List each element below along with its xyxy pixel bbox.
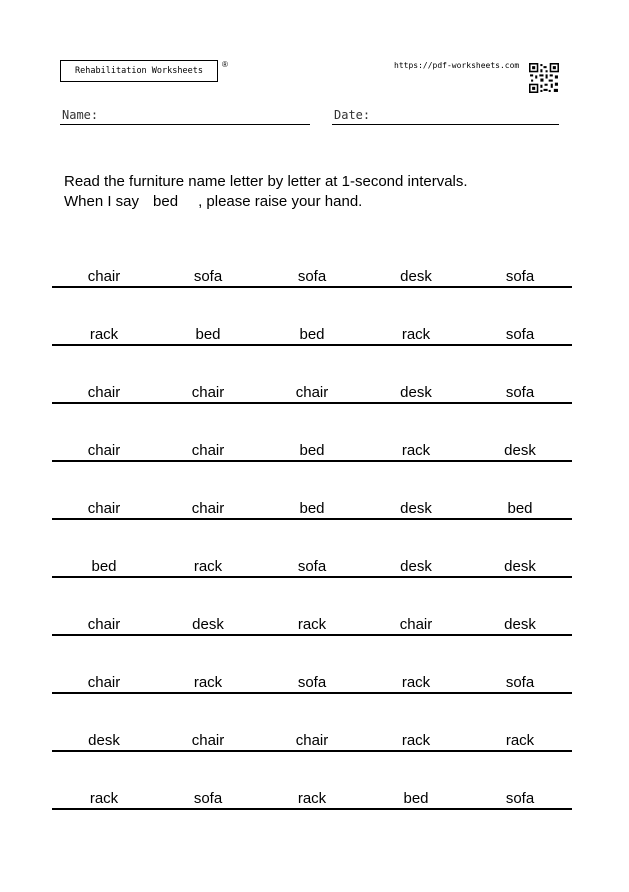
word-cell: chair	[87, 384, 121, 401]
word-cell: bed	[195, 326, 221, 343]
word-cell: rack	[505, 732, 535, 749]
date-field[interactable]	[332, 108, 559, 125]
word-cell: chair	[191, 384, 225, 401]
word-cell: sofa	[505, 790, 535, 807]
word-row	[52, 492, 572, 550]
name-label: Name:	[62, 108, 99, 122]
word-row	[52, 260, 572, 318]
word-cell: rack	[193, 674, 223, 691]
word-cell: desk	[400, 268, 432, 285]
word-row	[52, 608, 572, 666]
instruction-line-1: Read the furniture name letter by letter at 1-second intervals.	[64, 173, 468, 190]
word-cell: chair	[87, 674, 121, 691]
word-cell: chair	[295, 384, 329, 401]
word-cell: desk	[192, 616, 224, 633]
word-row	[52, 724, 572, 782]
instruction-suffix: , please raise your hand.	[198, 193, 363, 210]
row-underline	[52, 808, 572, 810]
row-underline	[52, 750, 572, 752]
brand-title: Rehabilitation Worksheets	[75, 66, 203, 76]
word-row	[52, 376, 572, 434]
word-cell: bed	[91, 558, 117, 575]
word-cell: desk	[400, 558, 432, 575]
word-cell: desk	[504, 442, 536, 459]
word-cell: chair	[87, 442, 121, 459]
word-cell: chair	[399, 616, 433, 633]
row-underline	[52, 402, 572, 404]
word-cell: rack	[193, 558, 223, 575]
word-cell: bed	[299, 326, 325, 343]
row-underline	[52, 576, 572, 578]
qr-code-icon	[529, 63, 559, 93]
word-cell: chair	[191, 442, 225, 459]
word-cell: desk	[400, 500, 432, 517]
row-underline	[52, 344, 572, 346]
word-row	[52, 318, 572, 376]
registered-mark: ®	[222, 60, 228, 69]
name-field[interactable]	[60, 108, 310, 125]
site-url[interactable]: https://pdf-worksheets.com	[394, 61, 520, 70]
word-cell: rack	[297, 790, 327, 807]
word-cell: bed	[299, 442, 325, 459]
word-cell: desk	[504, 616, 536, 633]
word-cell: sofa	[193, 790, 223, 807]
word-cell: desk	[400, 384, 432, 401]
word-cell: rack	[89, 790, 119, 807]
word-row	[52, 666, 572, 724]
word-cell: rack	[401, 674, 431, 691]
word-cell: chair	[295, 732, 329, 749]
word-cell: rack	[401, 732, 431, 749]
word-row	[52, 782, 572, 840]
date-label: Date:	[334, 108, 371, 122]
word-cell: sofa	[297, 674, 327, 691]
word-cell: desk	[504, 558, 536, 575]
word-cell: rack	[89, 326, 119, 343]
row-underline	[52, 286, 572, 288]
word-cell: sofa	[297, 268, 327, 285]
row-underline	[52, 692, 572, 694]
word-grid	[52, 260, 572, 840]
word-cell: rack	[401, 442, 431, 459]
word-cell: sofa	[505, 326, 535, 343]
row-underline	[52, 634, 572, 636]
word-cell: sofa	[505, 268, 535, 285]
word-cell: rack	[401, 326, 431, 343]
word-cell: bed	[299, 500, 325, 517]
word-cell: sofa	[193, 268, 223, 285]
brand-box	[60, 60, 218, 82]
instruction-line-2	[64, 192, 362, 212]
word-cell: chair	[87, 500, 121, 517]
word-cell: chair	[191, 732, 225, 749]
word-cell: sofa	[505, 674, 535, 691]
word-cell: sofa	[505, 384, 535, 401]
word-cell: sofa	[297, 558, 327, 575]
word-cell: chair	[191, 500, 225, 517]
target-word: bed	[153, 193, 179, 210]
word-cell: bed	[507, 500, 533, 517]
row-underline	[52, 460, 572, 462]
word-cell: bed	[403, 790, 429, 807]
word-cell: rack	[297, 616, 327, 633]
instruction-prefix: When I say	[64, 193, 140, 210]
word-row	[52, 434, 572, 492]
word-cell: desk	[88, 732, 120, 749]
word-row	[52, 550, 572, 608]
word-cell: chair	[87, 616, 121, 633]
row-underline	[52, 518, 572, 520]
word-cell: chair	[87, 268, 121, 285]
